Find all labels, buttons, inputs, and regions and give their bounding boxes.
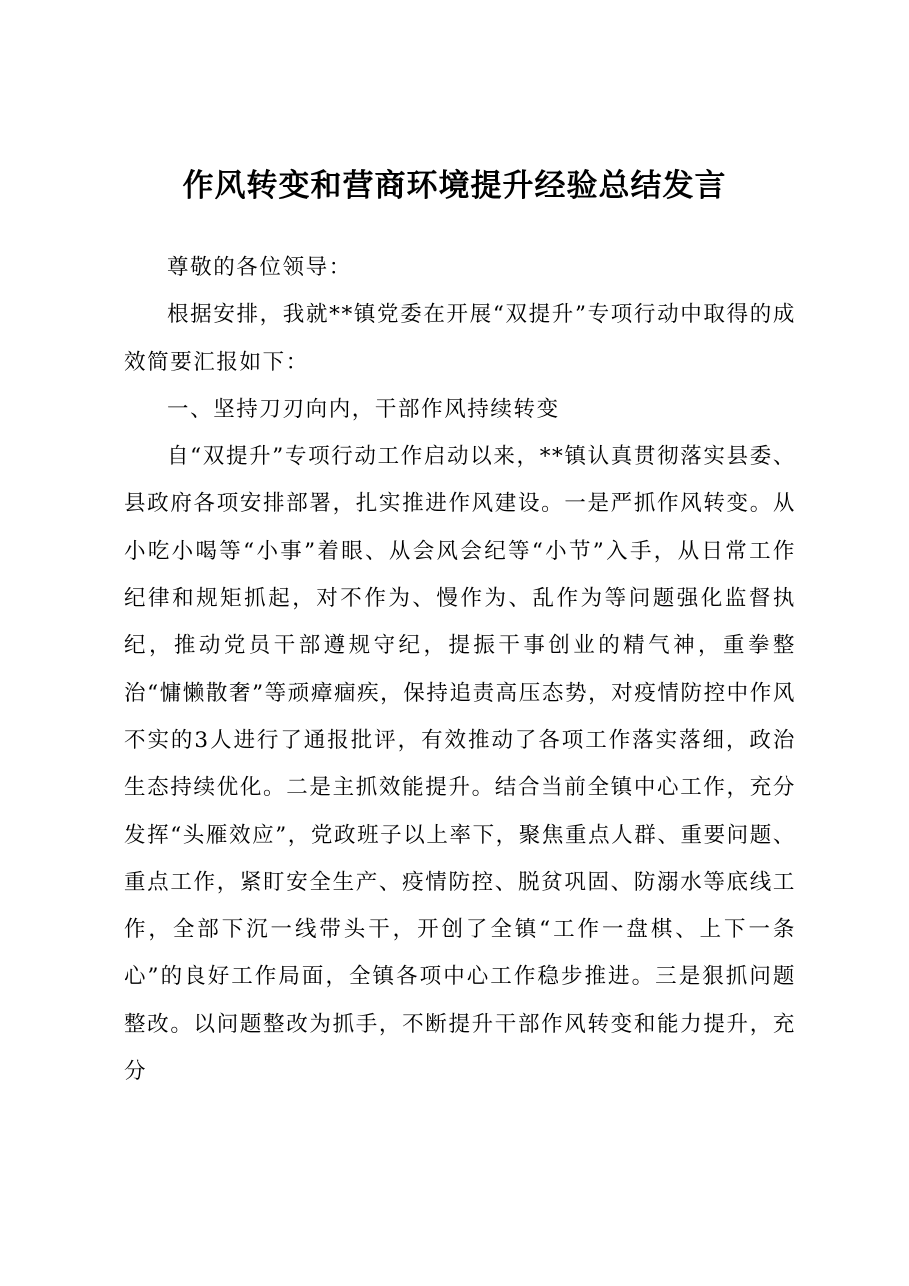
salutation: 尊敬的各位领导：: [167, 255, 352, 280]
document-body: [124, 244, 796, 1095]
body-paragraph: 自“双提升”专项行动工作启动以来，**镇认真贯彻落实县委、县政府各项安排部署，扎实推进作风建设。一是严抓作风转变。从小吃小喝等“小事”着眼、从会风会纪等“小节”入手，从日常工作纪律和规矩抓起，对不作为、慢作为、乱作为等问题强化监督执纪，推动党员干部遵规守纪，提振干事创业的精气神，重拳整治“慵懒散奢”等顽瘴痼疾，保持追责高压态势，对疫情防控中作风不实的3人进行了通报批评，有效推动了各项工作落实落细，政治生态持续优化。二是主抓效能提升。结合当前全镇中心工作，充分发挥“头雁效应”，党政班子以上率下，聚焦重点人群、重要问题、重点工作，紧盯安全生产、疫情防控、脱贫巩固、防溺水等底线工作，全部下沉一线带头干，开创了全镇“工作一盘棋、上下一条心”的良好工作局面，全镇各项中心工作稳步推进。三是狠抓问题整改。以问题整改为抓手，不断提升干部作风转变和能力提升，充分: [124, 444, 796, 1085]
document-title: 作风转变和营商环境提升经验总结发言: [182, 168, 727, 204]
section-heading: 一、坚持刀刃向内，干部作风持续转变: [167, 396, 560, 422]
intro-paragraph: 根据安排，我就**镇党委在开展“双提升”专项行动中取得的成效简要汇报如下：: [124, 302, 796, 375]
